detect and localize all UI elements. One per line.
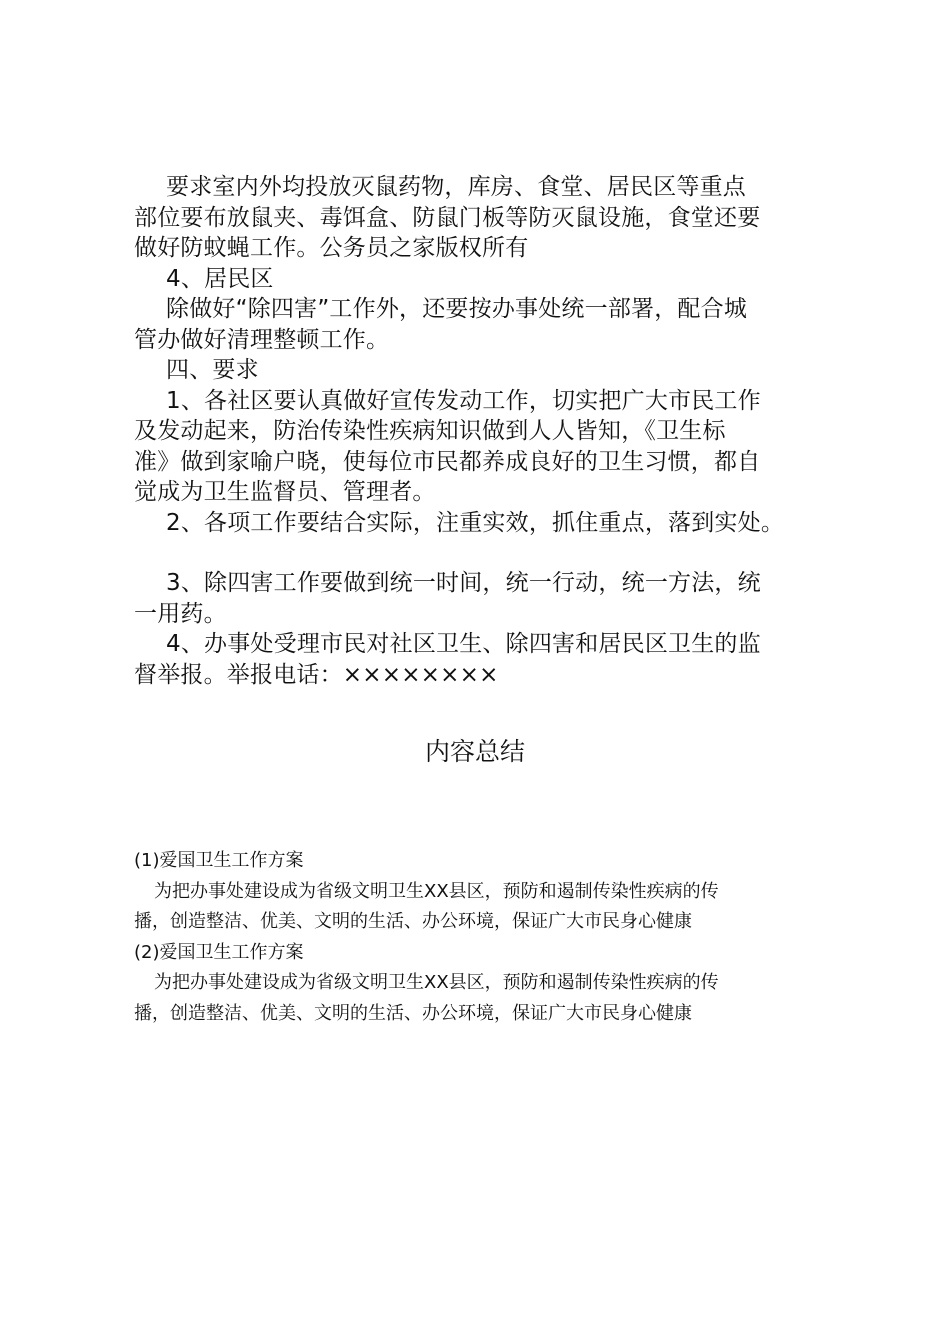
summary-item-line: 为把办事处建设成为省级文明卫生XX县区，预防和遏制传染性疾病的传 (154, 972, 719, 993)
section-heading-residential: 4、居民区 (166, 265, 274, 292)
paragraph-line: 督举报。举报电话：×××××××× (134, 661, 499, 688)
paragraph-gap (134, 538, 834, 568)
paragraph-line: 部位要布放鼠夹、毒饵盒、防鼠门板等防灭鼠设施，食堂还要 (134, 204, 761, 231)
paragraph-line: 2、各项工作要结合实际，注重实效，抓住重点，落到实处。 (166, 509, 785, 536)
paragraph-line: 准》做到家喻户晓，使每位市民都养成良好的卫生习惯，都自 (134, 448, 761, 475)
section-heading-requirements: 四、要求 (166, 357, 259, 383)
paragraph-line: 4、办事处受理市民对社区卫生、除四害和居民区卫生的监 (166, 631, 761, 657)
paragraph-line: 一用药。 (134, 600, 227, 627)
paragraph-line: 除做好“除四害”工作外，还要按办事处统一部署，配合城 (166, 296, 748, 322)
paragraph-line: 及发动起来，防治传染性疾病知识做到人人皆知，《卫生标 (134, 418, 726, 444)
summary-section (134, 846, 834, 1029)
summary-item-title: (2)爱国卫生工作方案 (134, 941, 304, 963)
summary-item-line: 播，创造整洁、优美、文明的生活、办公环境，保证广大市民身心健康 (134, 1002, 692, 1024)
paragraph-line: 管办做好清理整顿工作。 (134, 326, 390, 353)
paragraph-line: 3、除四害工作要做到统一时间，统一行动，统一方法，统 (166, 570, 761, 596)
paragraph-line: 觉成为卫生监督员、管理者。 (134, 479, 436, 505)
summary-item-line: 为把办事处建设成为省级文明卫生XX县区，预防和遏制传染性疾病的传 (154, 880, 719, 902)
paragraph-line: 要求室内外均投放灭鼠药物，库房、食堂、居民区等重点 (166, 174, 746, 200)
summary-title: 内容总结 (424, 737, 525, 766)
summary-item-title: (1)爱国卫生工作方案 (134, 850, 304, 871)
paragraph-line: 做好防蚊蝇工作。公务员之家版权所有 (134, 235, 529, 261)
body-text (134, 172, 834, 690)
paragraph-line: 1、各社区要认真做好宣传发动工作，切实把广大市民工作 (166, 387, 761, 414)
summary-item-line: 播，创造整洁、优美、文明的生活、办公环境，保证广大市民身心健康 (134, 911, 692, 932)
